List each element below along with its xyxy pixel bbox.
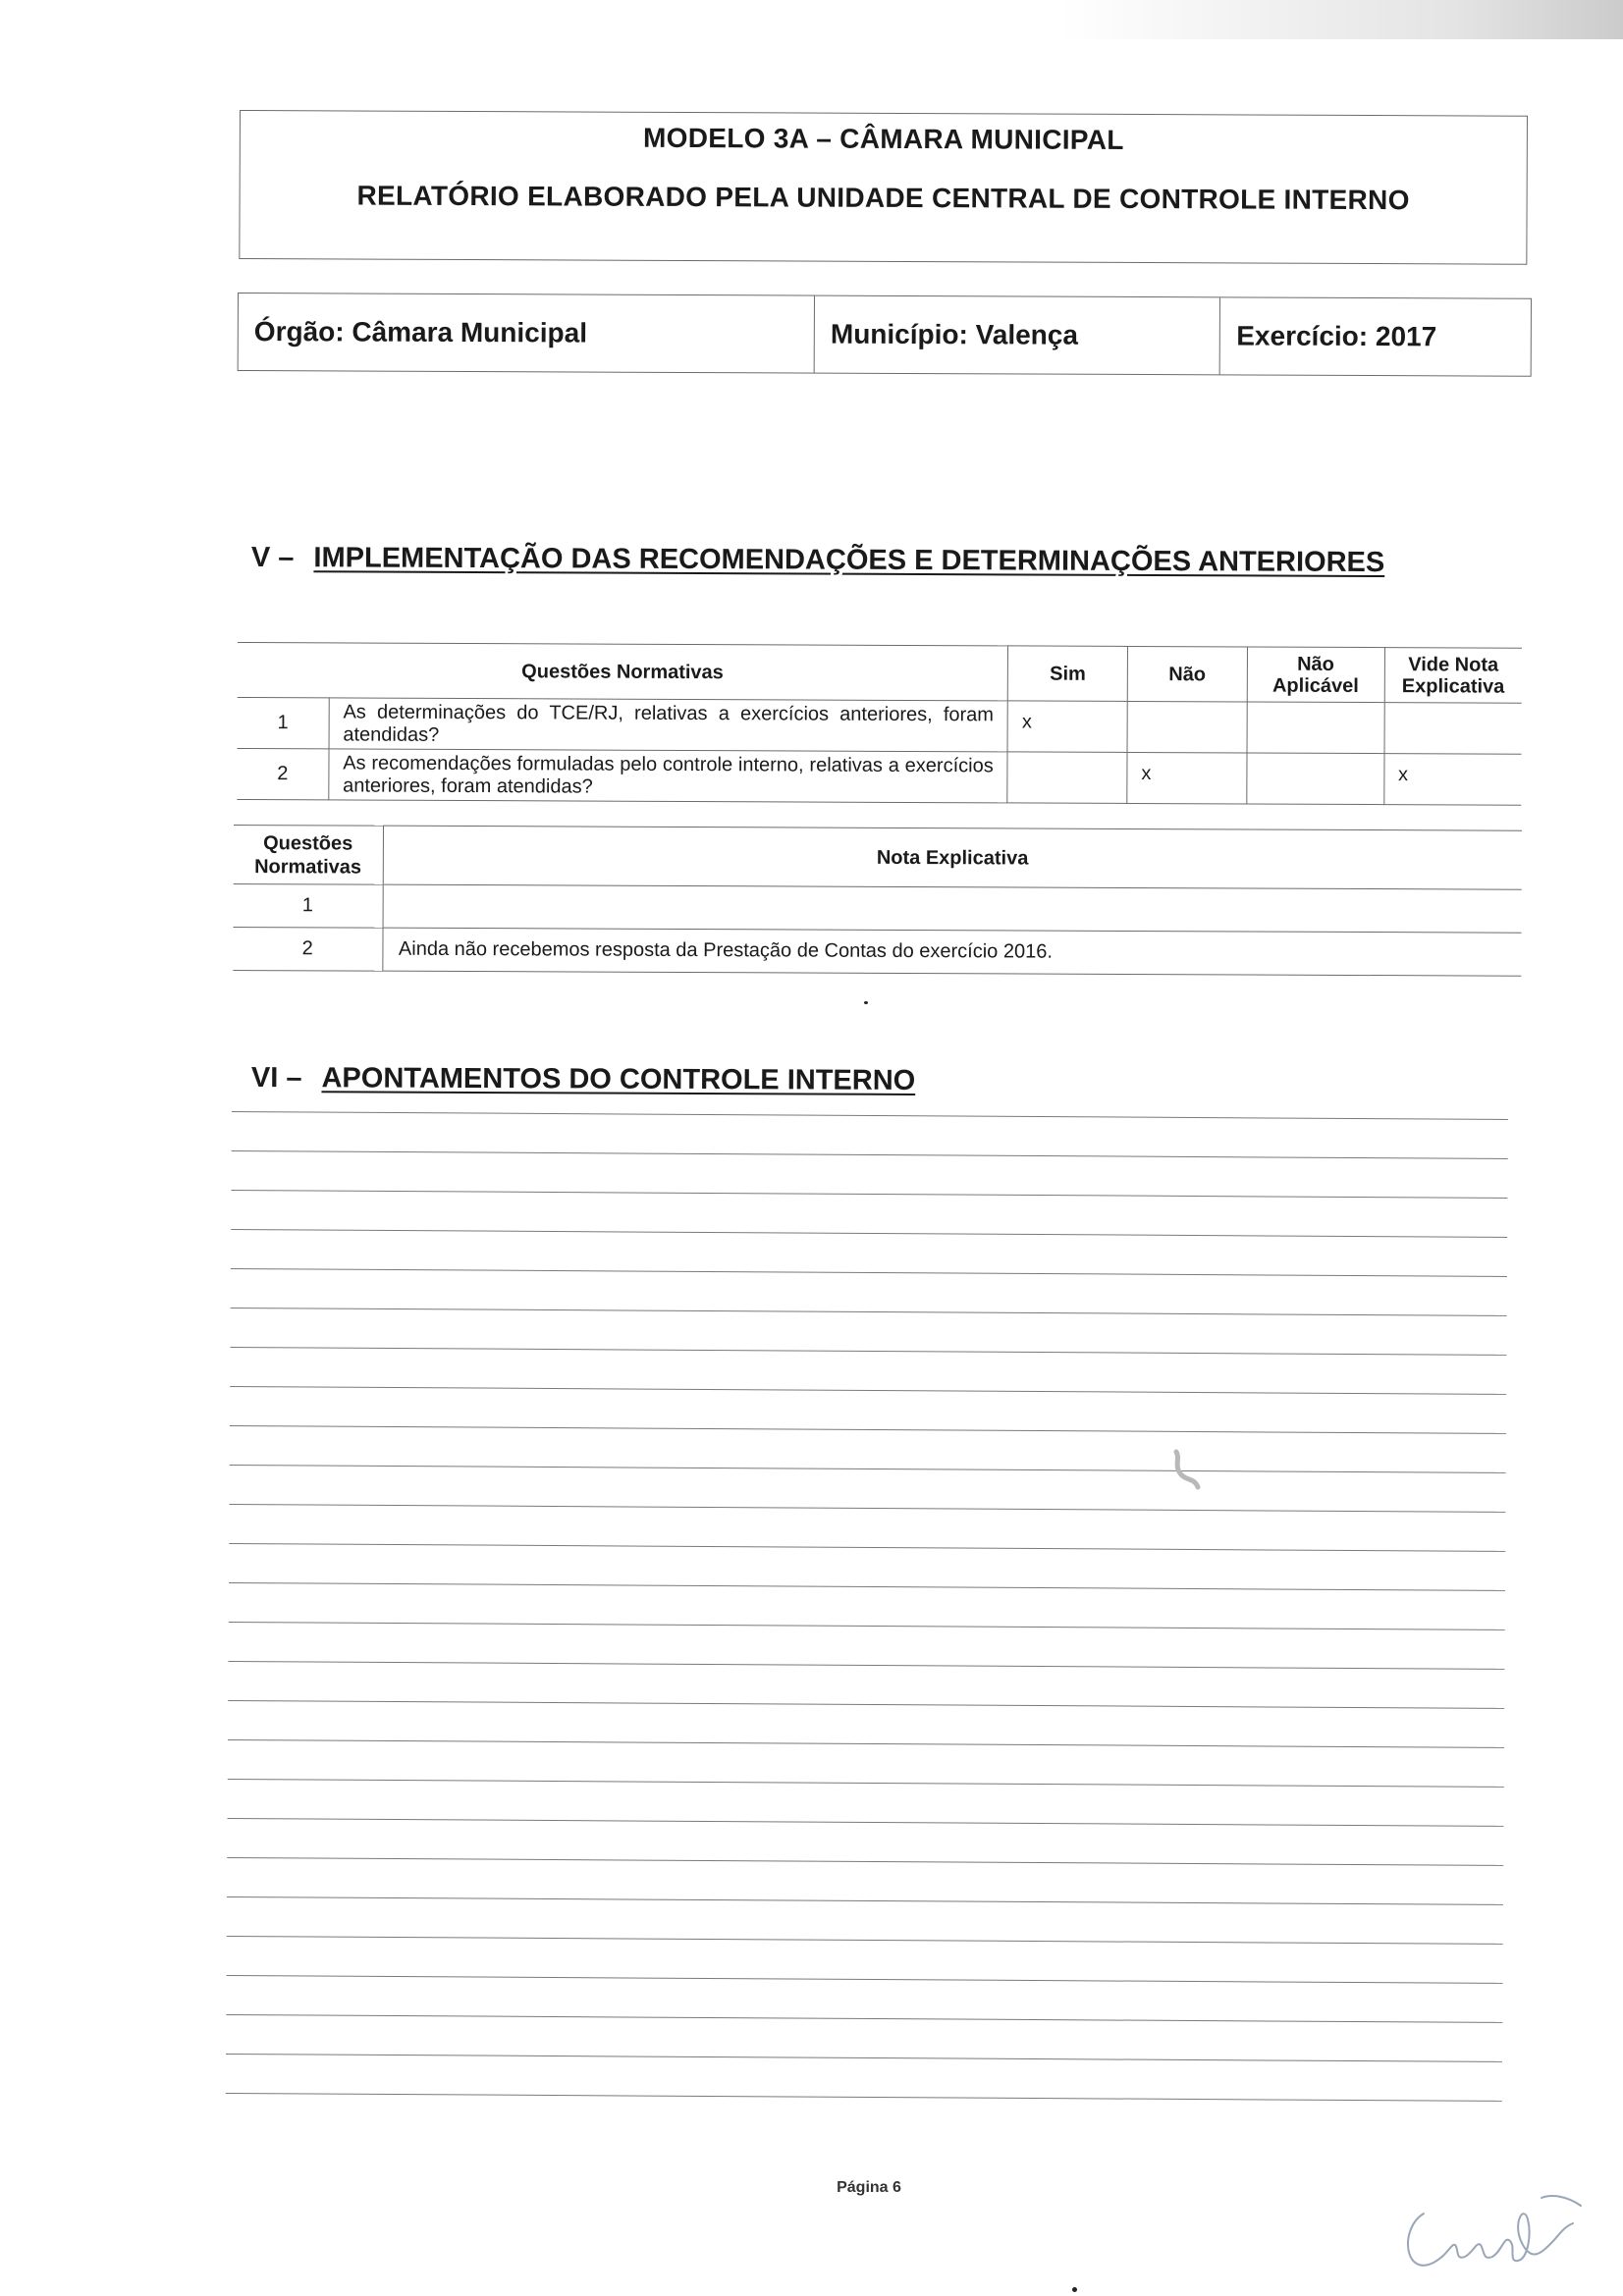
ruled-line	[229, 1622, 1505, 1630]
note-text: Ainda não recebemos resposta da Prestação de Contas do exercício 2016.	[382, 928, 1521, 976]
ruled-line	[231, 1229, 1507, 1238]
questions-table-header	[238, 643, 1522, 704]
questions-table	[237, 642, 1522, 806]
ruled-line	[229, 1582, 1505, 1591]
document-subtitle: RELATÓRIO ELABORADO PELA UNIDADE CENTRAL DE CONTROLE INTERNO	[356, 180, 1410, 216]
section-v-heading	[251, 542, 1384, 579]
col-questoes-normativas: Questões Normativas	[238, 643, 1008, 701]
orgao-field: Órgão: Câmara Municipal	[253, 316, 588, 348]
ruled-line	[230, 1465, 1506, 1473]
signature-mark	[1394, 2184, 1591, 2292]
nao-mark: x	[1127, 752, 1247, 804]
nao-aplicavel-mark	[1246, 753, 1383, 805]
question-text: As determinações do TCE/RJ, relativas a exercícios anteriores, foram atendidas?	[329, 698, 1008, 752]
ruled-line	[228, 1818, 1504, 1827]
table-row	[238, 697, 1522, 754]
scan-smudge	[1168, 1448, 1208, 1497]
col-nao: Não	[1127, 646, 1247, 702]
vide-nota-mark: x	[1383, 754, 1521, 806]
ruled-line	[231, 1190, 1507, 1199]
col-vide-nota: Vide Nota Explicativa	[1384, 648, 1522, 704]
ruled-line	[232, 1150, 1508, 1159]
row-number: 1	[234, 883, 383, 928]
section-v-number: V –	[250, 542, 295, 574]
question-text: As recomendações formuladas pelo controle interno, relativas a exercícios anteriores, foram atendidas?	[329, 749, 1008, 803]
vide-nota-mark	[1384, 703, 1522, 755]
ruled-line	[228, 1661, 1504, 1670]
sim-mark	[1007, 752, 1127, 804]
page-number: Página 6	[837, 2179, 901, 2196]
ruled-line	[227, 1896, 1503, 1905]
ruled-line	[226, 2054, 1502, 2062]
row-number: 2	[237, 748, 329, 799]
ruled-line	[227, 1936, 1503, 1945]
ruled-line	[229, 1504, 1505, 1513]
ruled-line	[232, 1111, 1508, 1120]
ruled-line	[227, 1857, 1503, 1866]
scan-speck	[864, 1001, 868, 1004]
ruled-line	[231, 1308, 1507, 1316]
ruled-line	[228, 1739, 1504, 1748]
section-vi-number: VI –	[250, 1062, 302, 1095]
row-number: 2	[233, 927, 382, 971]
ruled-lines	[226, 1099, 1508, 2128]
notes-table	[233, 825, 1522, 977]
nao-aplicavel-mark	[1247, 702, 1384, 754]
table-row	[237, 748, 1521, 805]
sim-mark: x	[1007, 701, 1127, 753]
ruled-line	[229, 1543, 1505, 1552]
info-row	[238, 293, 1532, 377]
table-row	[234, 883, 1522, 933]
ruled-line	[228, 1779, 1504, 1788]
section-v-title: IMPLEMENTAÇÃO DAS RECOMENDAÇÕES E DETERMINAÇÕES ANTERIORES	[313, 542, 1385, 579]
ruled-line	[226, 2014, 1502, 2023]
col-nota-explicativa: Nota Explicativa	[383, 826, 1522, 889]
ruled-line	[230, 1347, 1506, 1356]
section-vi-heading	[251, 1062, 915, 1097]
section-vi-title: APONTAMENTOS DO CONTROLE INTERNO	[321, 1062, 916, 1096]
ruled-line	[230, 1386, 1506, 1395]
document-title: MODELO 3A – CÂMARA MUNICIPAL	[643, 122, 1124, 155]
table-row	[233, 927, 1521, 976]
scan-edge-shadow	[1060, 0, 1623, 39]
col-nao-aplicavel: Não Aplicável	[1247, 647, 1384, 703]
nao-mark	[1127, 701, 1247, 753]
exercicio-field: Exercício: 2017	[1219, 297, 1531, 375]
ruled-line	[227, 1975, 1503, 1984]
ruled-line	[226, 2093, 1502, 2102]
municipio-field: Município: Valença	[814, 296, 1220, 375]
note-text	[383, 884, 1522, 933]
ruled-line	[228, 1700, 1504, 1709]
col-sim: Sim	[1008, 646, 1128, 702]
col-questoes-normativas: Questões Normativas	[234, 826, 383, 885]
document-header	[239, 110, 1528, 265]
scan-speck	[1072, 2287, 1077, 2292]
notes-table-header	[234, 826, 1522, 890]
ruled-line	[230, 1425, 1506, 1434]
row-number: 1	[238, 697, 330, 748]
ruled-line	[231, 1268, 1507, 1277]
